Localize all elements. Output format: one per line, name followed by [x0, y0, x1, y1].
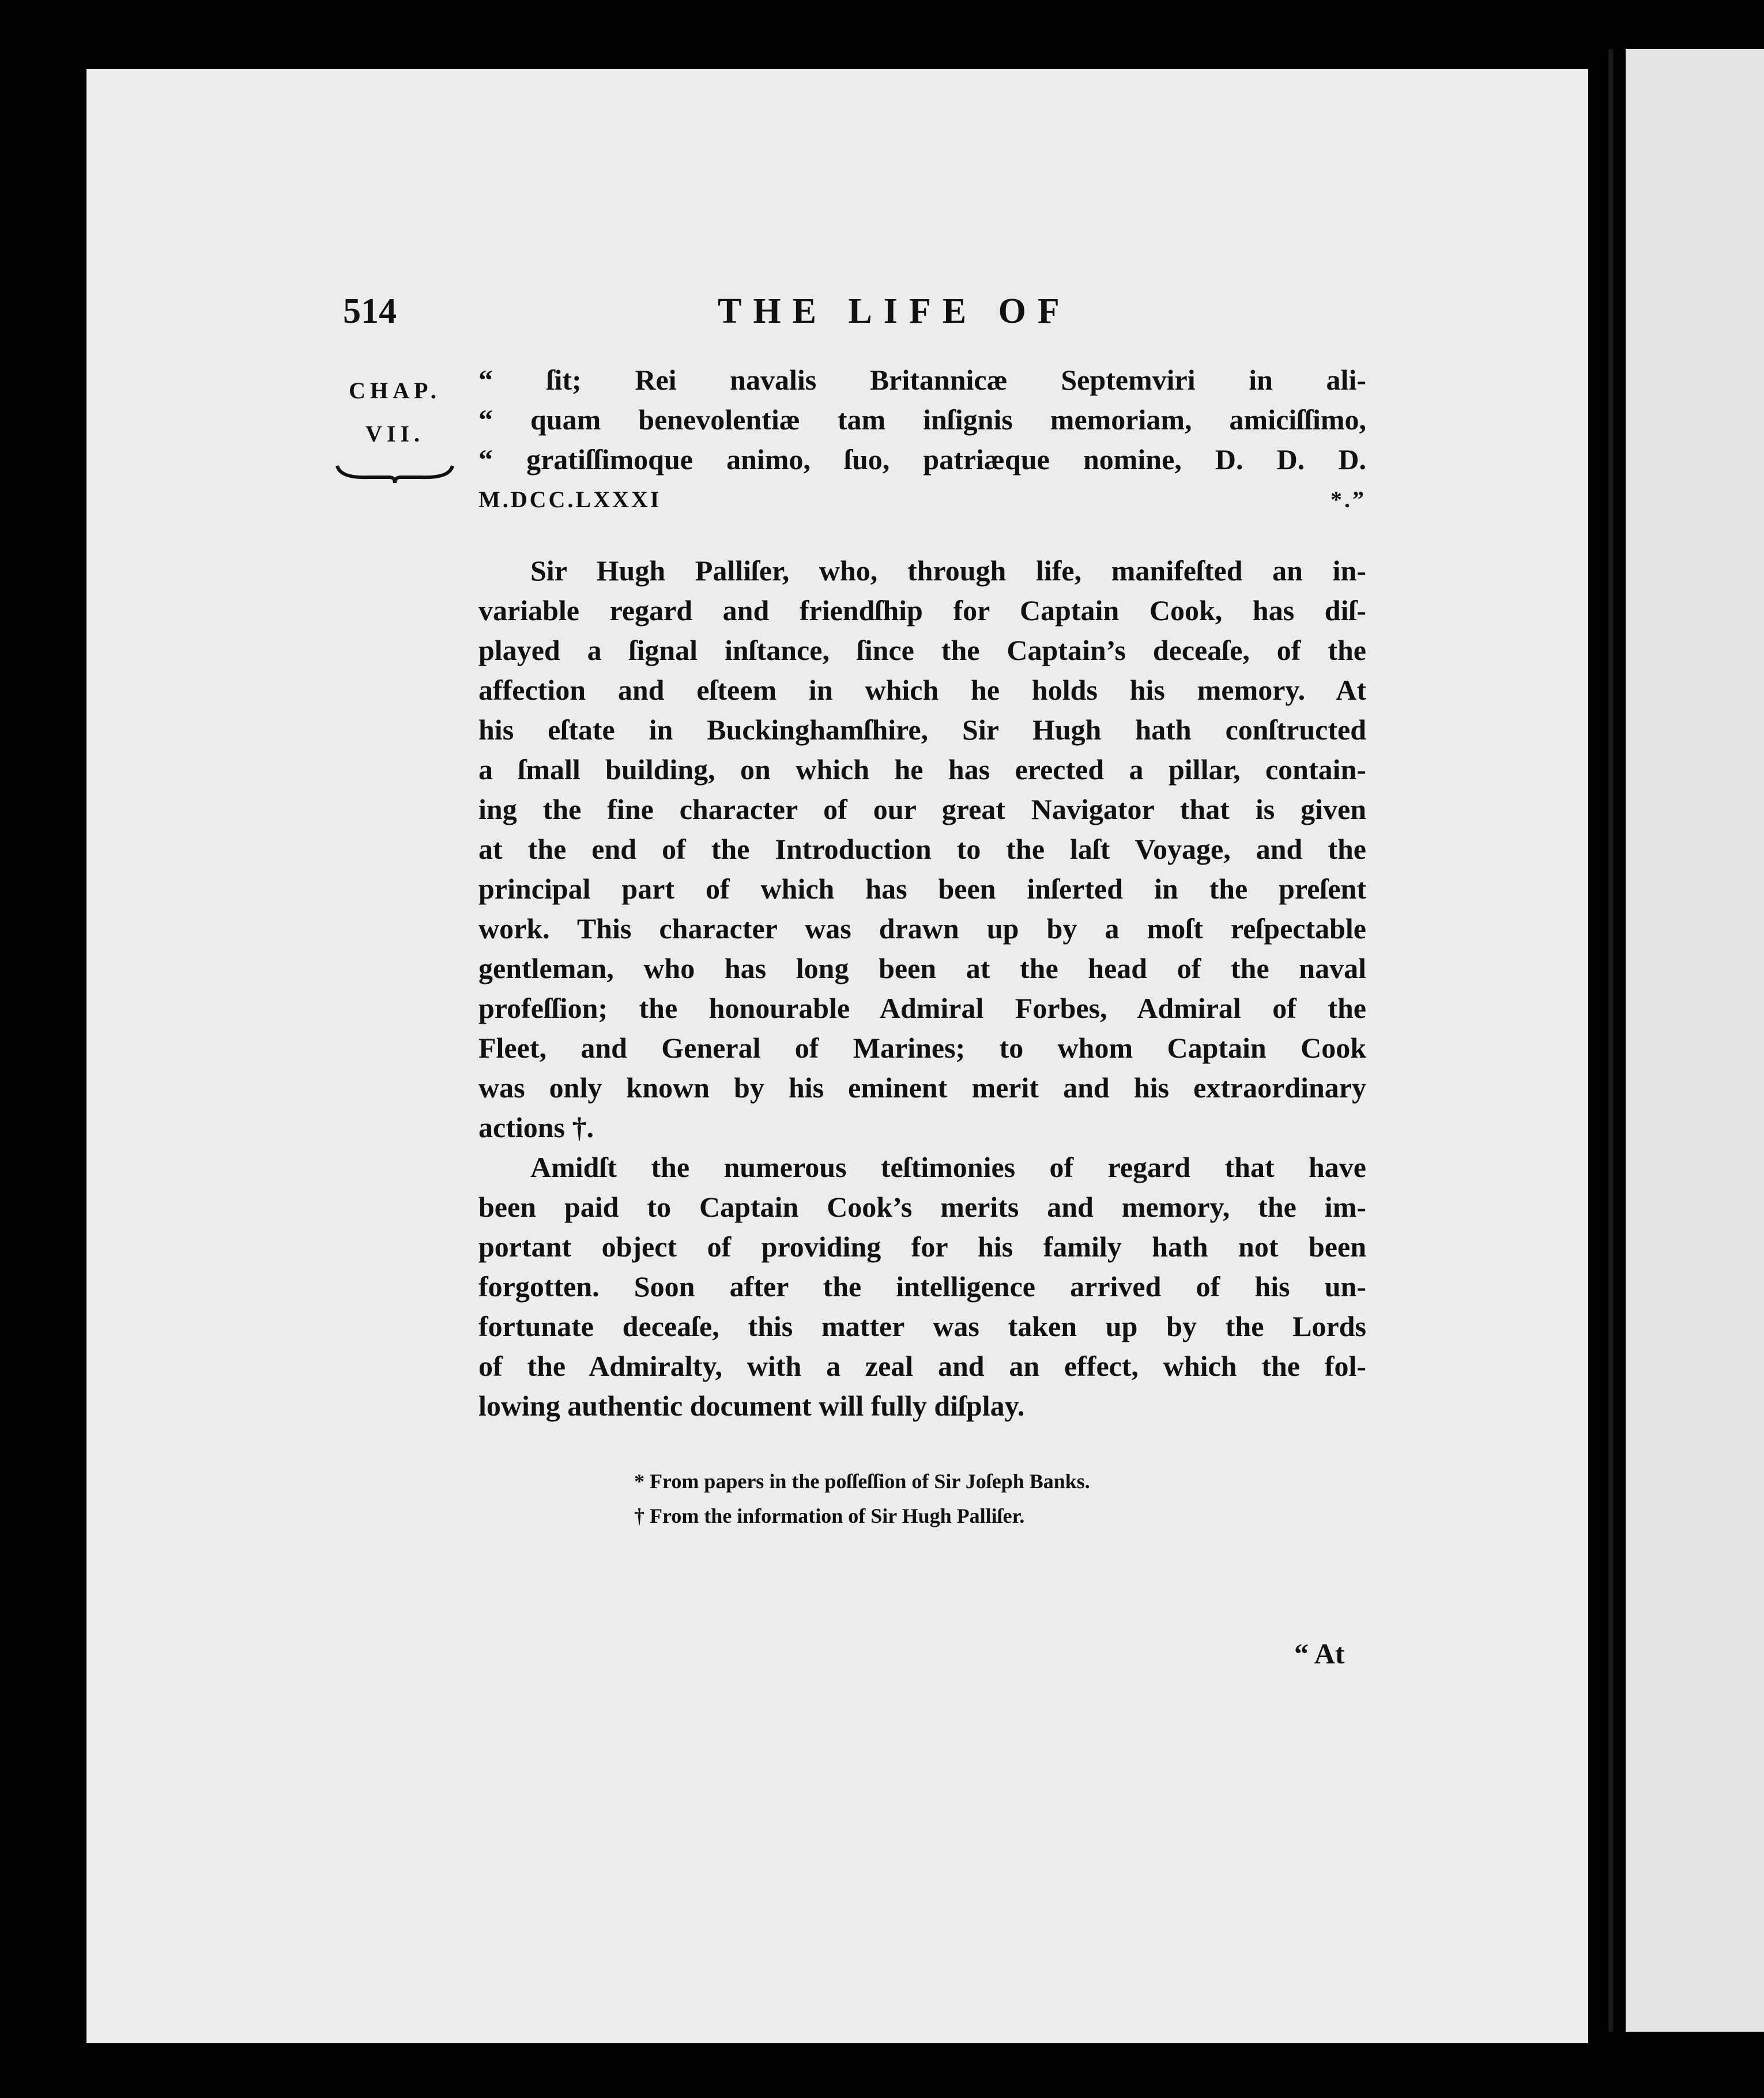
text-line: portant object of providing for his family hath not been [478, 1231, 1366, 1263]
text-line: lowing authentic document will fully diſplay. [478, 1390, 1025, 1422]
page-header [343, 291, 1381, 354]
paragraph-family-provision [478, 1148, 1366, 1426]
text-line: been paid to Captain Cook’s merits and memory, the im- [478, 1191, 1366, 1223]
text-line: work. This character was drawn up by a moſt reſpectable [478, 912, 1366, 945]
running-head: THE LIFE OF [718, 292, 1071, 331]
chapter-label: CHAP. [349, 378, 441, 403]
gutter-divider [1608, 49, 1613, 2032]
text-line: played a ſignal inſtance, ſince the Captain’s deceaſe, of the [478, 634, 1366, 666]
text-line: fortunate deceaſe, this matter was taken up by the Lords [478, 1310, 1366, 1342]
footnotes [634, 1464, 1326, 1533]
text-line: affection and eſteem in which he holds his memory. At [478, 674, 1366, 706]
catchword: “ At [1294, 1637, 1345, 1670]
text-line: his eſtate in Buckinghamſhire, Sir Hugh hath conſtructed [478, 714, 1366, 746]
text-line: Sir Hugh Palliſer, who, through life, manifeſted an in- [530, 554, 1366, 587]
chapter-margin-note [326, 369, 464, 484]
footnote: * From papers in the poſſeſſion of Sir Joſeph Banks. [634, 1470, 1090, 1493]
text-line: ing the fine character of our great Navigator that is given [478, 793, 1366, 825]
chapter-number: VII. [365, 421, 425, 447]
text-line: forgotten. Soon after the intelligence arrived of his un- [478, 1270, 1366, 1303]
text-line: Fleet, and General of Marines; to whom Captain Cook [478, 1032, 1366, 1064]
page-number: 514 [343, 292, 397, 331]
text-line: variable regard and friendſhip for Captain Cook, has diſ- [478, 594, 1366, 627]
text-line: actions †. [478, 1111, 594, 1144]
footnote: † From the information of Sir Hugh Palliſer. [634, 1504, 1025, 1527]
text-line: at the end of the Introduction to the laſt Voyage, and the [478, 833, 1366, 865]
inscription-line: “ ſit; Rei navalis Britannicæ Septemviri in ali- [478, 364, 1366, 396]
text-line: principal part of which has been inſerted in the preſent [478, 873, 1366, 905]
facing-page-edge [1626, 49, 1764, 2032]
inscription-date: M.DCC.LXXXI *.” [478, 486, 1366, 512]
body-text [478, 360, 1366, 1426]
inscription-line: “ gratiſſimoque animo, ſuo, patriæque nomine, D. D. D. [478, 443, 1366, 476]
text-line: gentleman, who has long been at the head of the naval [478, 952, 1366, 984]
text-line: Amidſt the numerous teſtimonies of regard that have [530, 1151, 1366, 1183]
inscription-line: “ quam benevolentiæ tam inſignis memoriam, amiciſſimo, [478, 403, 1366, 436]
text-line: a ſmall building, on which he has erected a pillar, contain- [478, 753, 1366, 786]
paragraph-pallisers-tribute [478, 551, 1366, 1148]
brace-ornament [334, 461, 455, 484]
text-line: of the Admiralty, with a zeal and an effect, which the fol- [478, 1350, 1366, 1382]
text-line: profeſſion; the honourable Admiral Forbes, Admiral of the [478, 992, 1366, 1024]
text-line: was only known by his eminent merit and his extraordinary [478, 1071, 1366, 1104]
